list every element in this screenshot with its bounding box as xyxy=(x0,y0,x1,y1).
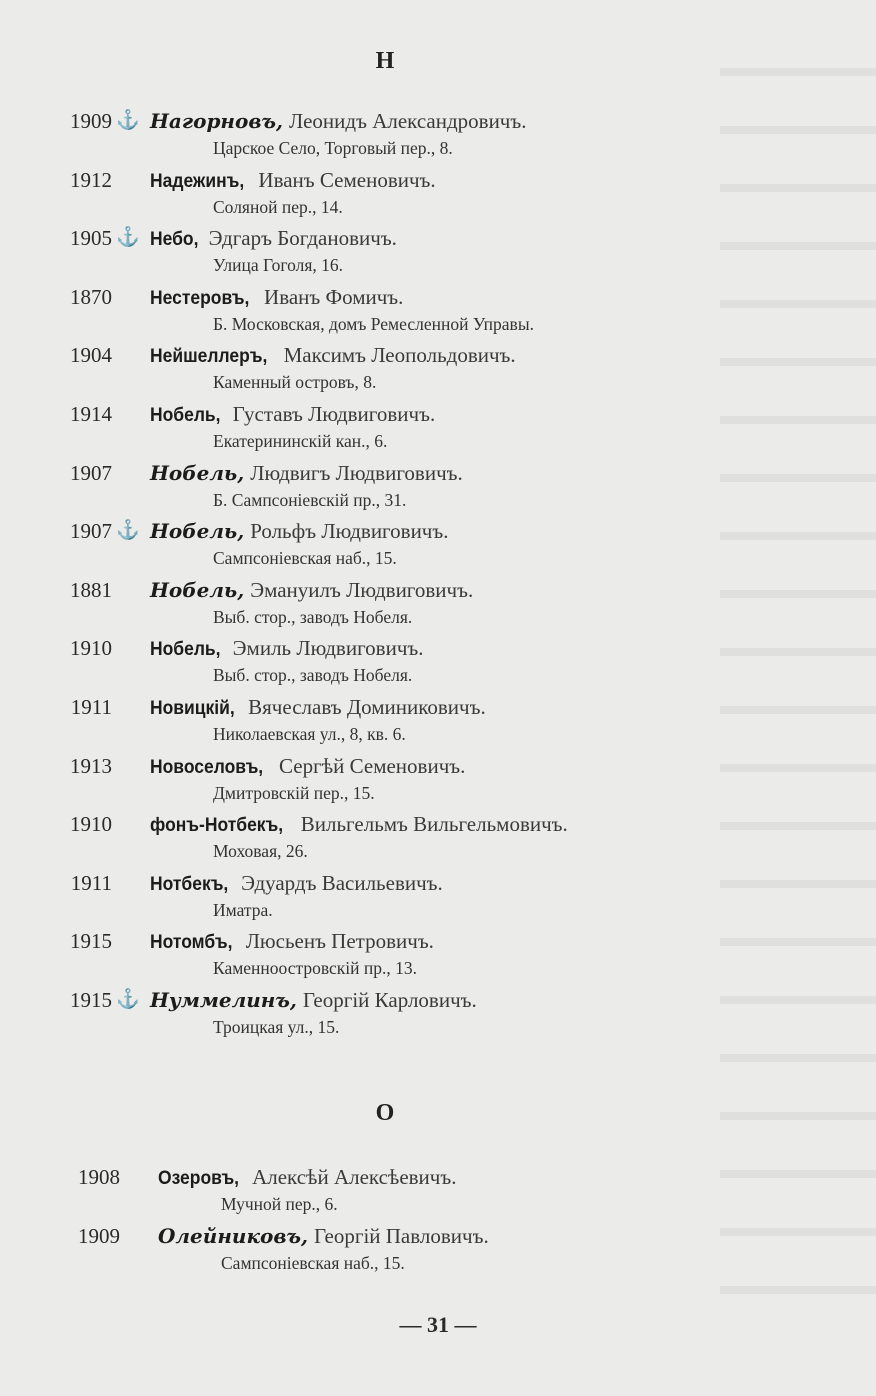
entry-surname: Озеровъ, xyxy=(158,1168,240,1189)
entry-surname: фонъ-Нотбекъ, xyxy=(150,815,284,837)
entry-address: Выб. стор., заводъ Нобеля. xyxy=(213,606,413,627)
entry-surname: Надежинъ, xyxy=(150,170,245,192)
entry-year: 1910 xyxy=(70,636,112,661)
entry-given-name: Иванъ Фомичъ. xyxy=(264,284,404,309)
entry-given-name: Георгій Карловичъ. xyxy=(302,987,477,1012)
entry-address: Каменный островъ, 8. xyxy=(213,372,377,393)
entry-surname: Нотомбъ, xyxy=(150,932,233,954)
directory-entry xyxy=(0,458,876,517)
entry-year: 1914 xyxy=(70,401,112,426)
anchor-icon: ⚓ xyxy=(116,988,140,1010)
entry-address: Каменноостровскій пр., 13. xyxy=(213,958,417,979)
directory-entry xyxy=(0,809,876,868)
entry-name xyxy=(150,458,463,488)
entry-surname: Нуммелинъ, xyxy=(150,987,297,1012)
entry-year: 1915 xyxy=(70,987,112,1012)
entry-surname: Новоселовъ, xyxy=(150,756,264,778)
entry-address: Дмитровскій пер., 15. xyxy=(213,782,375,803)
entry-surname: Нейшеллеръ, xyxy=(150,346,268,368)
entry-given-name: Рольфъ Людвиговичъ. xyxy=(250,519,449,544)
entry-given-name: Алексѣй Алексѣевичъ. xyxy=(252,1165,457,1189)
anchor-icon: ⚓ xyxy=(116,520,140,542)
entry-given-name: Эмиль Людвиговичъ. xyxy=(232,636,424,661)
directory-entry xyxy=(0,926,876,985)
page-number: — 31 — xyxy=(399,1312,477,1337)
entry-address: Троицкая ул., 15. xyxy=(213,1016,340,1037)
entry-address: Моховая, 26. xyxy=(213,841,308,862)
entry-surname: Нобель, xyxy=(150,577,245,602)
entry-address: Царское Село, Торговый пер., 8. xyxy=(213,138,453,158)
entry-year: 1904 xyxy=(70,343,112,368)
entry-given-name: Вильгельмъ Вильгельмовичъ. xyxy=(300,812,568,837)
entry-name xyxy=(150,692,486,724)
directory-entry xyxy=(0,165,876,224)
entry-surname: Нобель, xyxy=(150,460,245,485)
entry-name xyxy=(150,340,516,372)
entry-address: Улица Гоголя, 16. xyxy=(213,255,344,276)
directory-entry xyxy=(0,340,876,399)
entry-given-name: Леонидъ Александровичъ. xyxy=(289,109,527,133)
entry-given-name: Эдуардъ Васильевичъ. xyxy=(241,870,443,895)
entry-year: 1870 xyxy=(70,284,112,309)
entry-given-name: Густавъ Людвиговичъ. xyxy=(232,401,436,426)
directory-entry xyxy=(0,692,876,751)
entry-address: Сампсоніевская наб., 15. xyxy=(221,1252,405,1273)
directory-entry xyxy=(0,399,876,458)
entry-surname: Нагорновъ, xyxy=(150,109,283,133)
entry-year: 1911 xyxy=(70,870,112,895)
entry-year: 1911 xyxy=(70,694,112,719)
anchor-icon: ⚓ xyxy=(116,227,140,249)
directory-entry xyxy=(8,1162,876,1221)
directory-entry xyxy=(0,751,876,810)
entry-year: 1907 xyxy=(70,519,112,544)
entry-address: Б. Московская, домъ Ремесленной Управы. xyxy=(213,313,534,334)
entry-surname: Нобель, xyxy=(150,519,245,544)
entry-given-name: Людвигъ Людвиговичъ. xyxy=(250,460,463,485)
entry-year: 1909 xyxy=(70,109,112,133)
entry-name xyxy=(158,1162,456,1194)
entry-name xyxy=(150,751,465,783)
directory-entry xyxy=(8,1221,876,1280)
entry-surname: Новицкій, xyxy=(150,697,235,719)
entry-name xyxy=(150,633,424,665)
entry-given-name: Вячеславъ Доминиковичъ. xyxy=(248,694,486,719)
entry-address: Б. Сампсоніевскій пр., 31. xyxy=(213,489,407,510)
entry-given-name: Люсьенъ Петровичъ. xyxy=(245,929,434,954)
directory-entry xyxy=(0,868,876,927)
section-o xyxy=(8,1162,876,1279)
entry-year: 1905 xyxy=(70,226,112,251)
entry-name xyxy=(150,809,568,841)
entry-name xyxy=(150,223,397,255)
section-letter-o: О xyxy=(375,1100,395,1126)
entry-name xyxy=(150,575,473,605)
anchor-icon: ⚓ xyxy=(116,110,140,131)
entry-name xyxy=(150,868,443,900)
entry-name xyxy=(150,926,434,958)
entry-address: Мучной пер., 6. xyxy=(221,1194,338,1214)
entry-address: Соляной пер., 14. xyxy=(213,196,343,217)
section-n xyxy=(0,106,876,1044)
entry-given-name: Сергѣй Семеновичъ. xyxy=(279,753,466,778)
entry-address: Николаевская ул., 8, кв. 6. xyxy=(213,723,406,744)
directory-entry xyxy=(0,106,876,165)
entry-year: 1908 xyxy=(78,1165,120,1189)
entry-name xyxy=(150,165,436,197)
entry-year: 1909 xyxy=(78,1223,120,1248)
entry-given-name: Эмануилъ Людвиговичъ. xyxy=(250,577,474,602)
entry-address: Сампсоніевская наб., 15. xyxy=(213,548,397,569)
entry-surname: Нобель, xyxy=(150,404,221,426)
entry-year: 1881 xyxy=(70,577,112,602)
entry-surname: Нотбекъ, xyxy=(150,873,229,895)
entry-name xyxy=(150,399,435,431)
entry-given-name: Иванъ Семеновичъ. xyxy=(258,167,436,192)
directory-entry xyxy=(0,633,876,692)
directory-entry xyxy=(0,575,876,634)
entry-name xyxy=(150,516,448,546)
entry-year: 1910 xyxy=(70,812,112,837)
entry-name xyxy=(150,106,526,136)
entry-surname: Небо, xyxy=(150,229,199,251)
directory-entry xyxy=(0,516,876,575)
directory-entry xyxy=(0,282,876,341)
entry-surname: Нестеровъ, xyxy=(150,287,250,309)
entry-year: 1915 xyxy=(70,929,112,954)
entry-name xyxy=(150,985,477,1015)
directory-entry xyxy=(0,985,876,1044)
entry-year: 1913 xyxy=(70,753,112,778)
entry-surname: Нобель, xyxy=(150,639,221,661)
entry-year: 1912 xyxy=(70,167,112,192)
entry-name xyxy=(158,1221,489,1251)
directory-entry xyxy=(0,223,876,282)
entry-name xyxy=(150,282,403,314)
entry-address: Иматра. xyxy=(213,899,273,920)
section-letter-n: Н xyxy=(375,48,395,74)
entry-address: Выб. стор., заводъ Нобеля. xyxy=(213,665,413,686)
entry-given-name: Эдгаръ Богдановичъ. xyxy=(208,226,397,251)
entry-given-name: Георгій Павловичъ. xyxy=(313,1223,489,1248)
entry-surname: Олейниковъ, xyxy=(158,1223,308,1248)
entry-given-name: Максимъ Леопольдовичъ. xyxy=(283,343,516,368)
entry-year: 1907 xyxy=(70,460,112,485)
entry-address: Екатерининскій кан., 6. xyxy=(213,430,388,451)
